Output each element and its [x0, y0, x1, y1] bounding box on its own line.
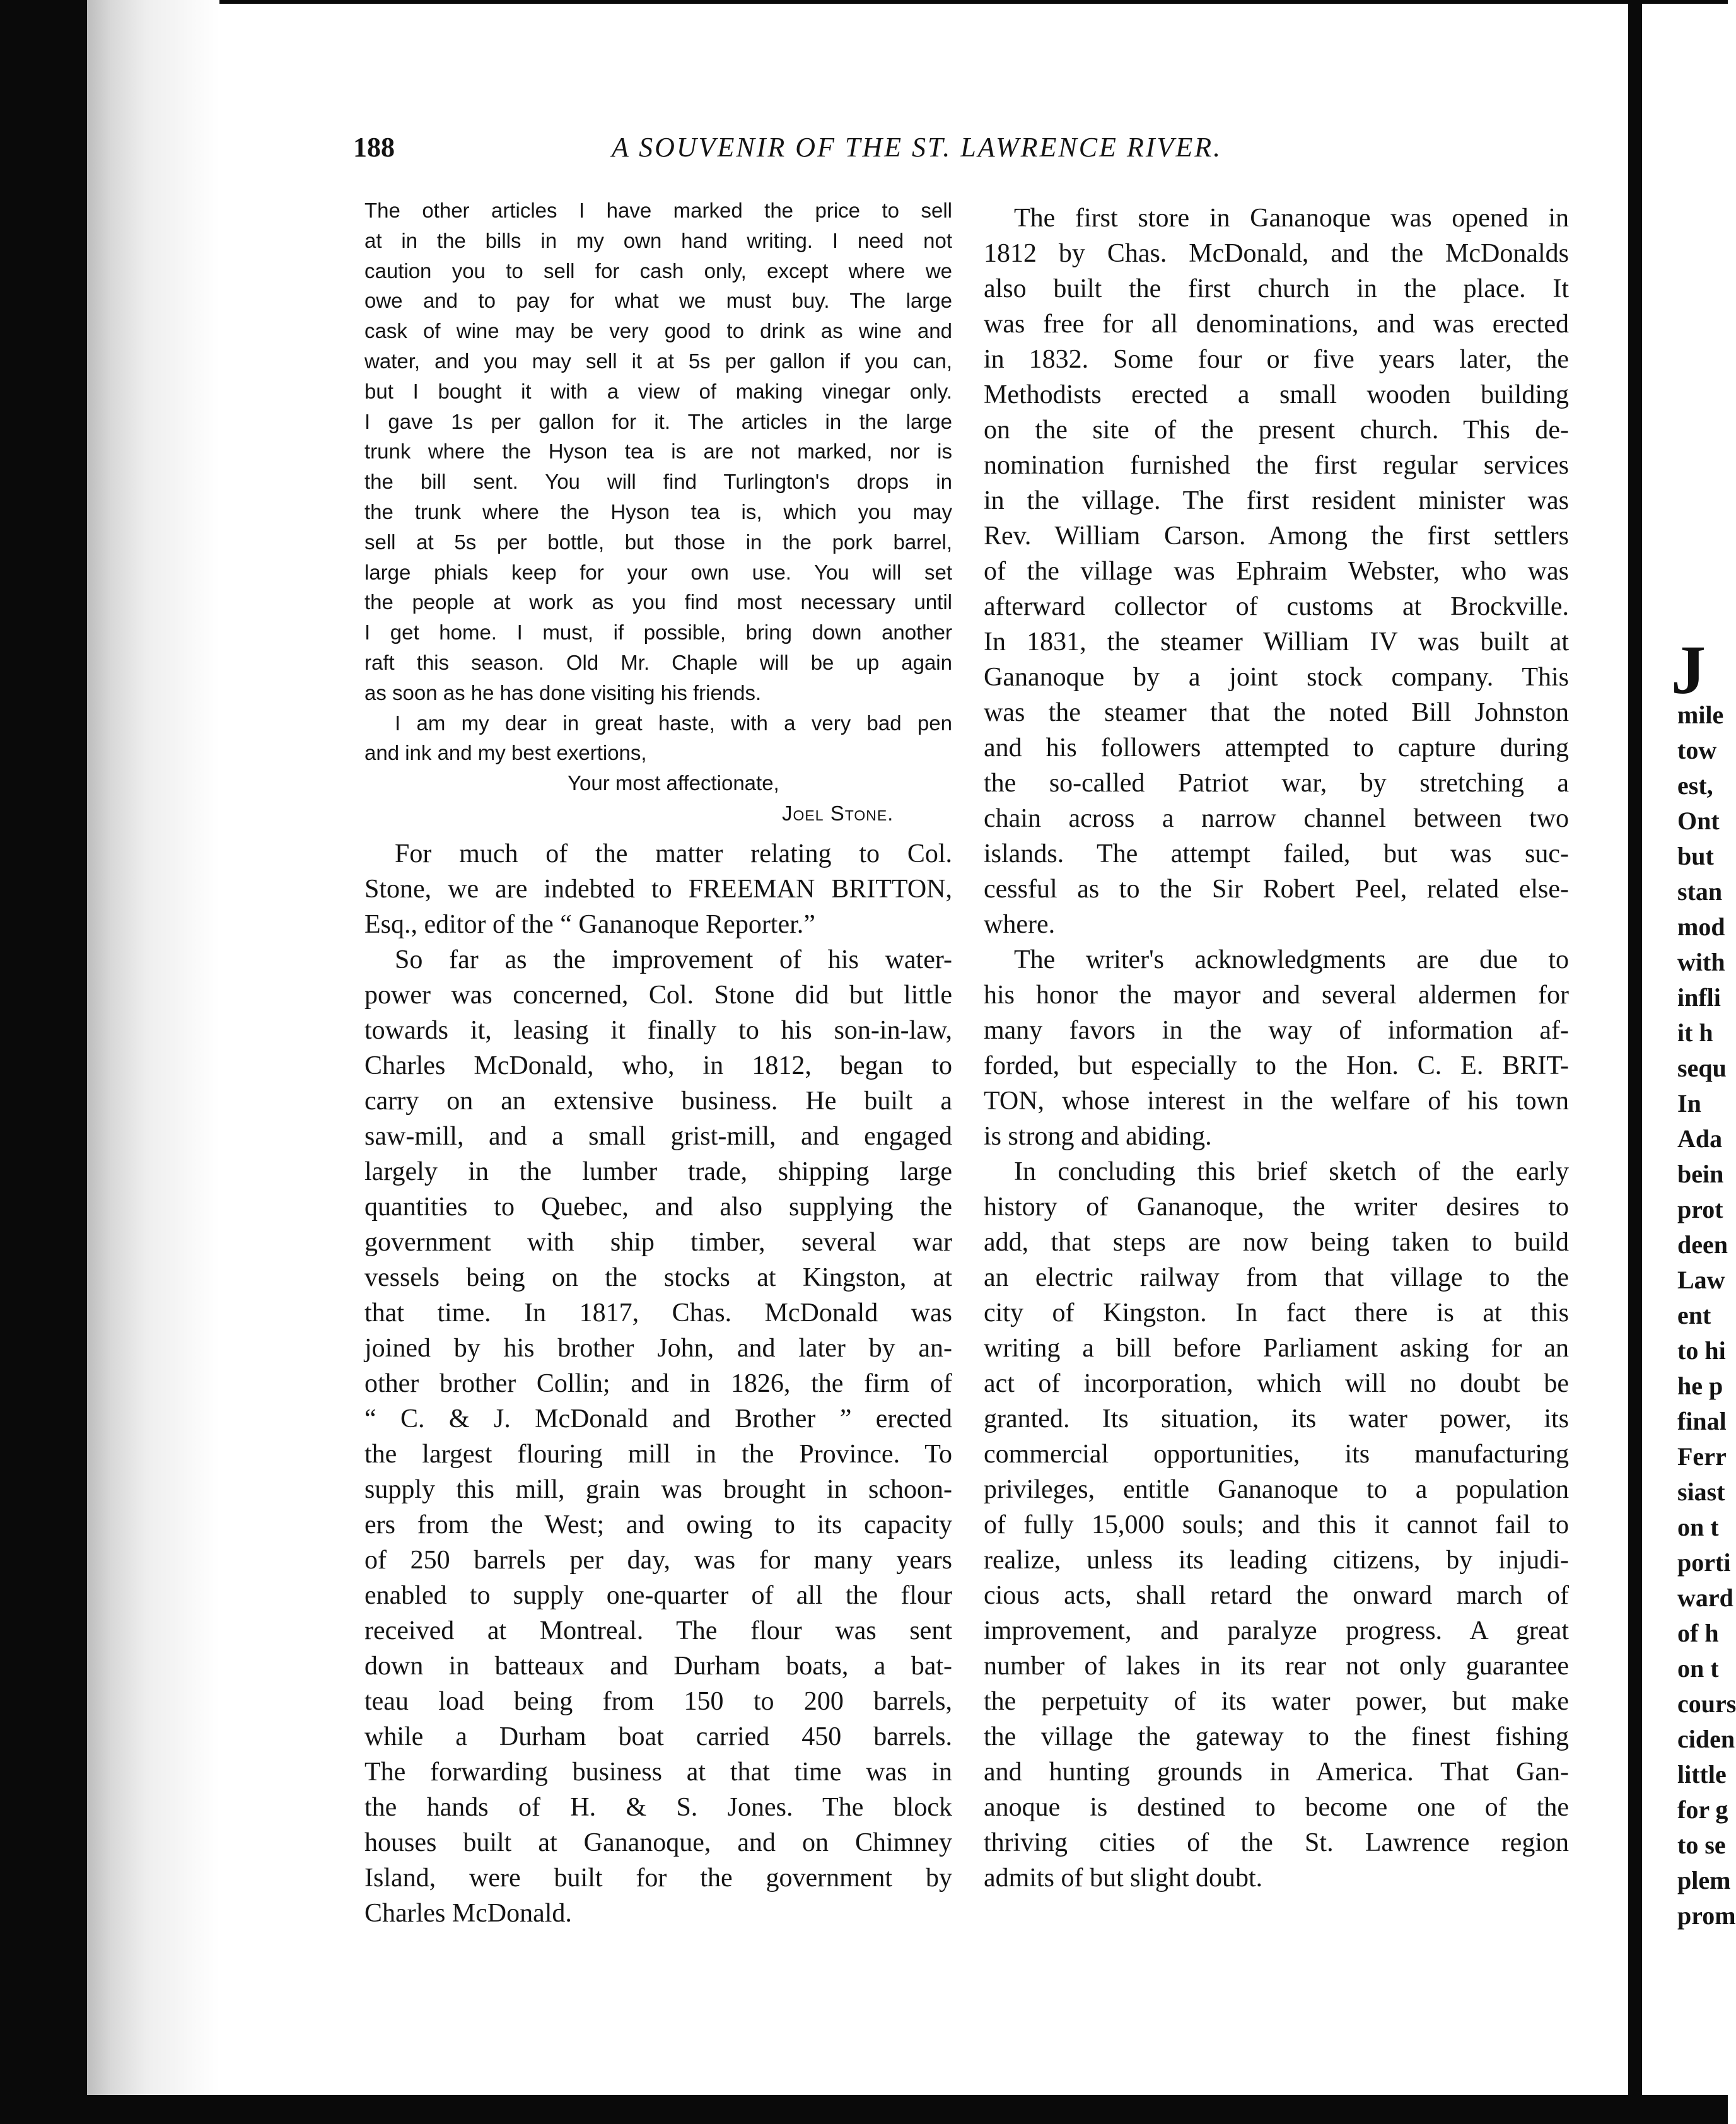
- text-line: afterward collector of customs at Brockville.: [984, 592, 1569, 621]
- running-title: A SOUVENIR OF THE ST. LAWRENCE RIVER.: [612, 132, 1223, 163]
- text-line: houses built at Gananoque, and on Chimney: [364, 1828, 952, 1857]
- text-line: that time. In 1817, Chas. McDonald was: [364, 1298, 952, 1328]
- adjacent-page-fragment: tow: [1677, 736, 1717, 764]
- text-line: other brother Collin; and in 1826, the firm of: [364, 1369, 952, 1398]
- adjacent-page-fragment: cours: [1677, 1689, 1736, 1718]
- adjacent-page-fragment: prom: [1677, 1901, 1736, 1930]
- text-line: admits of but slight doubt.: [984, 1864, 1263, 1893]
- adjacent-page-fragment: final: [1677, 1407, 1727, 1435]
- text-line: but I bought it with a view of making vinegar only.: [364, 379, 952, 403]
- text-line: the largest flouring mill in the Province. To: [364, 1440, 952, 1469]
- adjacent-page-fragment: to se: [1677, 1831, 1726, 1859]
- text-line: the bill sent. You will find Turlington's drops in: [364, 470, 952, 494]
- text-line: city of Kingston. In fact there is at this: [984, 1298, 1569, 1328]
- text-line: In 1831, the steamer William IV was built at: [984, 627, 1569, 656]
- text-line: teau load being from 150 to 200 barrels,: [364, 1687, 952, 1716]
- text-line: islands. The attempt failed, but was suc-: [984, 839, 1569, 868]
- adjacent-page-fragment: bein: [1677, 1160, 1724, 1188]
- text-line: cask of wine may be very good to drink as wine and: [364, 319, 952, 343]
- adjacent-page-fragment: for g: [1677, 1795, 1728, 1824]
- text-line: towards it, leasing it finally to his son-in-law,: [364, 1016, 952, 1045]
- adjacent-page-fragment: of h: [1677, 1619, 1719, 1647]
- adjacent-page-fragment: deen: [1677, 1230, 1728, 1259]
- text-line: commercial opportunities, its manufacturing: [984, 1440, 1569, 1469]
- text-line: and ink and my best exertions,: [364, 741, 647, 765]
- text-line: the trunk where the Hyson tea is, which you may: [364, 499, 952, 523]
- scan-border-right: [1628, 0, 1642, 2124]
- text-line: Stone, we are indebted to FREEMAN BRITTON,: [364, 875, 952, 904]
- adjacent-page-fragment: ent: [1677, 1301, 1711, 1329]
- text-line: in the village. The first resident minister was: [984, 486, 1569, 515]
- adjacent-page-fragment: little: [1677, 1760, 1727, 1788]
- text-line: saw-mill, and a small grist-mill, and engaged: [364, 1122, 952, 1151]
- text-line: TON, whose interest in the welfare of his town: [984, 1087, 1569, 1116]
- adjacent-page-fragment: plem: [1677, 1866, 1731, 1894]
- page-gutter-shadow: [87, 0, 219, 2095]
- adjacent-page-fragment: Law: [1677, 1266, 1725, 1294]
- text-line: joined by his brother John, and later by an-: [364, 1334, 952, 1363]
- text-line: Esq., editor of the “ Gananoque Reporter.”: [364, 910, 815, 939]
- text-line: improvement, and paralyze progress. A great: [984, 1616, 1569, 1645]
- text-line: I get home. I must, if possible, bring down another: [364, 621, 952, 645]
- text-line: privileges, entitle Gananoque to a population: [984, 1475, 1569, 1504]
- text-line: The writer's acknowledgments are due to: [1014, 945, 1569, 974]
- text-line: as soon as he has done visiting his friends.: [364, 680, 762, 704]
- adjacent-page-fragment: ciden: [1677, 1725, 1735, 1753]
- adjacent-page-fragment: Ont: [1677, 807, 1720, 835]
- text-line: raft this season. Old Mr. Chaple will be up again: [364, 650, 952, 674]
- text-line: Methodists erected a small wooden building: [984, 380, 1569, 409]
- text-line: and hunting grounds in America. That Gan-: [984, 1758, 1569, 1787]
- text-line: cious acts, shall retard the onward march of: [984, 1581, 1569, 1610]
- adjacent-page-fragment: he p: [1677, 1372, 1723, 1400]
- letter-closing: Your most affectionate,: [568, 771, 779, 795]
- text-line: of fully 15,000 souls; and this it cannot fail to: [984, 1510, 1569, 1539]
- text-line: forded, but especially to the Hon. C. E. BRIT-: [984, 1051, 1569, 1080]
- text-line: The other articles I have marked the price to sell: [364, 199, 952, 222]
- text-line: and his followers attempted to capture during: [984, 733, 1569, 762]
- text-line: ers from the West; and owing to its capacity: [364, 1510, 952, 1539]
- text-line: government with ship timber, several war: [364, 1228, 952, 1257]
- text-line: The first store in Gananoque was opened in: [1014, 204, 1569, 233]
- text-line: enabled to supply one-quarter of all the flour: [364, 1581, 952, 1610]
- adjacent-page-fragment: stan: [1677, 877, 1723, 906]
- adjacent-page-fragment: but: [1677, 842, 1714, 870]
- text-line: where.: [984, 910, 1056, 939]
- text-line: water, and you may sell it at 5s per gallon if you can,: [364, 349, 952, 373]
- text-line: carry on an extensive business. He built a: [364, 1087, 952, 1116]
- text-line: quantities to Quebec, and also supplying the: [364, 1193, 952, 1222]
- adjacent-page-fragment: mod: [1677, 913, 1725, 941]
- text-line: anoque is destined to become one of the: [984, 1793, 1569, 1822]
- text-line: nomination furnished the first regular services: [984, 451, 1569, 480]
- text-line: owe and to pay for what we must buy. The large: [364, 289, 952, 313]
- adjacent-page-fragment: Ada: [1677, 1124, 1723, 1153]
- adjacent-page-fragment: Ferr: [1677, 1442, 1727, 1471]
- adjacent-page-fragment: ward: [1677, 1584, 1733, 1612]
- adjacent-page-fragment: on t: [1677, 1513, 1719, 1541]
- text-line: while a Durham boat carried 450 barrels.: [364, 1722, 952, 1751]
- text-line: also built the first church in the place. It: [984, 274, 1569, 303]
- adjacent-page-fragment: infli: [1677, 983, 1721, 1012]
- text-line: In concluding this brief sketch of the early: [1014, 1157, 1569, 1186]
- adjacent-page-fragment: sequ: [1677, 1054, 1727, 1082]
- text-line: received at Montreal. The flour was sent: [364, 1616, 952, 1645]
- adjacent-page-fragment: with: [1677, 948, 1725, 976]
- text-line: the village the gateway to the finest fishing: [984, 1722, 1569, 1751]
- adjacent-page-fragment: In: [1677, 1089, 1701, 1117]
- text-line: I am my dear in great haste, with a very bad pen: [395, 711, 952, 735]
- adjacent-page-fragment: on t: [1677, 1654, 1719, 1683]
- text-line: an electric railway from that village to the: [984, 1263, 1569, 1292]
- text-line: power was concerned, Col. Stone did but little: [364, 981, 952, 1010]
- text-line: So far as the improvement of his water-: [395, 945, 952, 974]
- text-line: writing a bill before Parliament asking for an: [984, 1334, 1569, 1363]
- text-line: Island, were built for the government by: [364, 1864, 952, 1893]
- text-line: Gananoque by a joint stock company. This: [984, 663, 1569, 692]
- text-line: sell at 5s per bottle, but those in the pork barrel,: [364, 530, 952, 554]
- ornamental-initial: J: [1671, 631, 1706, 708]
- text-line: the so-called Patriot war, by stretching a: [984, 769, 1569, 798]
- text-line: supply this mill, grain was brought in schoon-: [364, 1475, 952, 1504]
- text-line: his honor the mayor and several aldermen for: [984, 981, 1569, 1010]
- text-line: thriving cities of the St. Lawrence region: [984, 1828, 1569, 1857]
- right-text-column: [984, 201, 1569, 1896]
- text-line: add, that steps are now being taken to build: [984, 1228, 1569, 1257]
- letter-signature: Joel Stone.: [782, 802, 894, 825]
- text-line: I gave 1s per gallon for it. The articles in the large: [364, 409, 952, 433]
- letter-column: [364, 195, 952, 768]
- text-line: number of lakes in its rear not only guarantee: [984, 1652, 1569, 1681]
- text-line: 1812 by Chas. McDonald, and the McDonalds: [984, 239, 1569, 268]
- left-text-column: [364, 836, 952, 1931]
- scan-border-bottom: [0, 2095, 1728, 2124]
- text-line: was the steamer that the noted Bill Johnston: [984, 698, 1569, 727]
- scan-border-left: [0, 0, 87, 2124]
- text-line: “ C. & J. McDonald and Brother ” erected: [364, 1404, 952, 1433]
- adjacent-page-fragment: to hi: [1677, 1336, 1726, 1365]
- text-line: For much of the matter relating to Col.: [395, 839, 952, 868]
- text-line: history of Gananoque, the writer desires to: [984, 1193, 1569, 1222]
- text-line: the people at work as you find most necessary until: [364, 590, 952, 614]
- text-line: largely in the lumber trade, shipping large: [364, 1157, 952, 1186]
- text-line: many favors in the way of information af-: [984, 1016, 1569, 1045]
- page-number: 188: [353, 132, 395, 163]
- adjacent-page-fragment: est,: [1677, 771, 1713, 800]
- text-line: was free for all denominations, and was erected: [984, 310, 1569, 339]
- text-line: Charles McDonald.: [364, 1899, 572, 1928]
- text-line: large phials keep for your own use. You will set: [364, 560, 952, 584]
- text-line: of 250 barrels per day, was for many years: [364, 1546, 952, 1575]
- text-line: act of incorporation, which will no doubt be: [984, 1369, 1569, 1398]
- adjacent-page-fragment: mile: [1677, 701, 1724, 729]
- text-line: chain across a narrow channel between two: [984, 804, 1569, 833]
- text-line: Charles McDonald, who, in 1812, began to: [364, 1051, 952, 1080]
- text-line: granted. Its situation, its water power, its: [984, 1404, 1569, 1433]
- text-line: Rev. William Carson. Among the first settlers: [984, 522, 1569, 551]
- text-line: down in batteaux and Durham boats, a bat-: [364, 1652, 952, 1681]
- text-line: of the village was Ephraim Webster, who was: [984, 557, 1569, 586]
- text-line: the hands of H. & S. Jones. The block: [364, 1793, 952, 1822]
- text-line: cessful as to the Sir Robert Peel, related else-: [984, 875, 1569, 904]
- adjacent-page-fragment: prot: [1677, 1195, 1723, 1223]
- text-line: The forwarding business at that time was in: [364, 1758, 952, 1787]
- adjacent-page-fragment: it h: [1677, 1018, 1713, 1047]
- text-line: vessels being on the stocks at Kingston, at: [364, 1263, 952, 1292]
- adjacent-page-fragment: siast: [1677, 1478, 1725, 1506]
- text-line: realize, unless its leading citizens, by injudi-: [984, 1546, 1569, 1575]
- text-line: in 1832. Some four or five years later, the: [984, 345, 1569, 374]
- text-line: caution you to sell for cash only, except where we: [364, 259, 952, 283]
- adjacent-page-fragment: porti: [1677, 1548, 1731, 1577]
- text-line: at in the bills in my own hand writing. I need not: [364, 228, 952, 252]
- text-line: the perpetuity of its water power, but make: [984, 1687, 1569, 1716]
- text-line: trunk where the Hyson tea is are not marked, nor is: [364, 440, 952, 464]
- text-line: is strong and abiding.: [984, 1122, 1212, 1151]
- text-line: on the site of the present church. This de-: [984, 416, 1569, 445]
